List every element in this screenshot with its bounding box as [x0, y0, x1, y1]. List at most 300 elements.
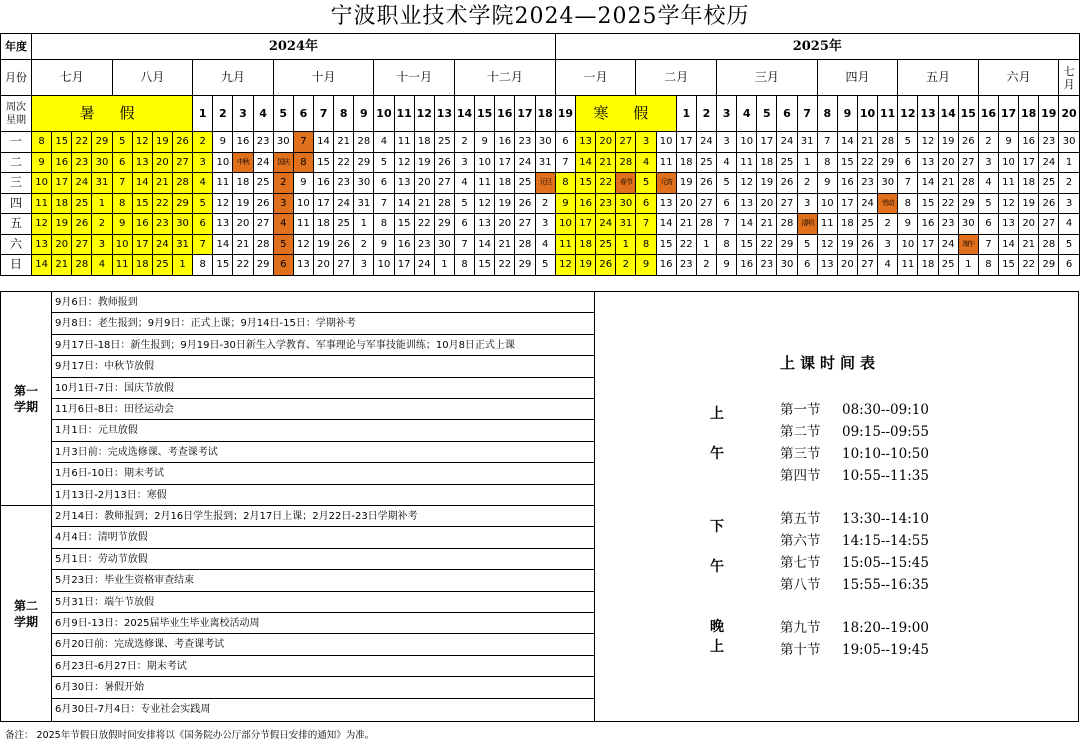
day-cell: 12 — [817, 234, 837, 255]
day-cell: 13 — [817, 255, 837, 276]
day-cell: 1 — [696, 234, 716, 255]
day-cell: 22 — [334, 152, 354, 173]
period-time: 08:30--09:10 — [842, 402, 929, 418]
day-cell: 23 — [938, 214, 958, 235]
period-time: 15:05--15:45 — [842, 555, 929, 571]
day-cell: 清明 — [797, 214, 817, 235]
day-cell: 12 — [132, 132, 152, 153]
term2-event-item: 6月23日-6月27日：期末考试 — [52, 656, 594, 677]
day-cell: 13 — [32, 234, 52, 255]
day-cell: 8 — [193, 255, 213, 276]
day-cell: 4 — [535, 234, 555, 255]
day-cell: 13 — [576, 132, 596, 153]
day-cell: 30 — [92, 152, 112, 173]
day-cell: 24 — [1039, 152, 1059, 173]
day-cell: 29 — [958, 193, 978, 214]
day-cell: 27 — [434, 173, 454, 194]
day-cell: 15 — [394, 214, 414, 235]
day-cell: 18 — [233, 173, 253, 194]
day-cell: 9 — [717, 255, 737, 276]
day-cell: 21 — [938, 173, 958, 194]
period-name: 第五节 — [780, 511, 821, 527]
day-cell: 2 — [535, 193, 555, 214]
day-cell: 7 — [112, 173, 132, 194]
week-number: 5 — [273, 96, 293, 132]
month-9: 三月 — [717, 60, 818, 96]
day-cell: 1 — [958, 255, 978, 276]
day-cell: 11 — [394, 132, 414, 153]
day-cell: 12 — [737, 173, 757, 194]
day-cell: 29 — [92, 132, 112, 153]
month-2: 八月 — [112, 60, 193, 96]
day-cell: 元宵 — [656, 173, 676, 194]
day-cell: 国庆 — [273, 152, 293, 173]
day-cell: 春节 — [616, 173, 636, 194]
day-cell: 8 — [374, 214, 394, 235]
day-cell: 5 — [636, 173, 656, 194]
day-cell: 24 — [152, 234, 172, 255]
day-cell: 3 — [797, 193, 817, 214]
week-number: 8 — [817, 96, 837, 132]
day-cell: 25 — [72, 193, 92, 214]
period-name: 第四节 — [780, 468, 821, 484]
day-cell: 23 — [72, 152, 92, 173]
day-cell: 23 — [414, 234, 434, 255]
day-cell: 10 — [32, 173, 52, 194]
day-cell: 16 — [737, 255, 757, 276]
day-cell: 15 — [475, 255, 495, 276]
day-cell: 2 — [797, 173, 817, 194]
day-cell: 11 — [555, 234, 575, 255]
morning-label: 上 午 — [710, 406, 724, 462]
day-cell: 31 — [535, 152, 555, 173]
day-cell: 6 — [636, 193, 656, 214]
day-cell: 18 — [414, 132, 434, 153]
day-cell: 15 — [213, 255, 233, 276]
day-cell: 1 — [1059, 152, 1079, 173]
day-cell: 19 — [414, 152, 434, 173]
day-cell: 6 — [374, 173, 394, 194]
day-cell: 1 — [616, 234, 636, 255]
day-cell: 8 — [978, 255, 998, 276]
day-cell: 28 — [616, 152, 636, 173]
day-cell: 16 — [1019, 132, 1039, 153]
day-cell: 28 — [172, 173, 192, 194]
day-cell: 25 — [1039, 173, 1059, 194]
day-cell: 14 — [576, 152, 596, 173]
period-time: 09:15--09:55 — [842, 424, 929, 440]
day-cell: 31 — [354, 193, 374, 214]
day-cell: 8 — [112, 193, 132, 214]
day-cell: 19 — [495, 193, 515, 214]
weekday-7: 日 — [1, 255, 32, 276]
day-cell: 28 — [1039, 234, 1059, 255]
day-cell: 28 — [696, 214, 716, 235]
day-cell: 1 — [172, 255, 192, 276]
day-cell: 15 — [998, 255, 1018, 276]
day-cell: 8 — [555, 173, 575, 194]
day-cell: 17 — [576, 214, 596, 235]
day-cell: 2 — [92, 214, 112, 235]
day-cell: 23 — [1039, 132, 1059, 153]
day-cell: 31 — [172, 234, 192, 255]
day-cell: 18 — [757, 152, 777, 173]
day-cell: 18 — [495, 173, 515, 194]
day-cell: 26 — [777, 173, 797, 194]
day-cell: 30 — [434, 234, 454, 255]
day-cell: 22 — [676, 234, 696, 255]
day-cell: 8 — [636, 234, 656, 255]
month-10: 四月 — [817, 60, 898, 96]
day-cell: 2 — [978, 132, 998, 153]
day-cell: 13 — [656, 193, 676, 214]
period-time: 13:30--14:10 — [842, 511, 929, 527]
day-cell: 6 — [1059, 255, 1079, 276]
day-cell: 13 — [132, 152, 152, 173]
term2-event-item: 6月30日：暑假开始 — [52, 677, 594, 698]
day-cell: 20 — [837, 255, 857, 276]
day-cell: 10 — [998, 152, 1018, 173]
day-cell: 9 — [475, 132, 495, 153]
day-cell: 22 — [857, 152, 877, 173]
week-number: 17 — [515, 96, 535, 132]
day-cell: 17 — [1019, 152, 1039, 173]
term2-event-item: 6月30日-7月4日：专业社会实践周 — [55, 703, 211, 715]
week-number: 12 — [414, 96, 434, 132]
day-cell: 18 — [576, 234, 596, 255]
day-cell: 25 — [938, 255, 958, 276]
day-cell: 26 — [596, 255, 616, 276]
day-cell: 8 — [717, 234, 737, 255]
summer-vacation-label: 暑 假 — [32, 96, 193, 132]
day-cell: 19 — [1019, 193, 1039, 214]
day-cell: 9 — [112, 214, 132, 235]
period-row — [780, 639, 929, 661]
day-cell: 11 — [213, 173, 233, 194]
week-number: 5 — [757, 96, 777, 132]
term1-event-item: 9月6日：教师报到 — [52, 292, 594, 313]
day-cell: 19 — [233, 193, 253, 214]
day-cell: 14 — [313, 132, 333, 153]
term2-event-item: 2月14日：教师报到；2月16日学生报到；2月17日上课；2月22日-23日学期补考 — [52, 506, 594, 527]
day-cell: 31 — [616, 214, 636, 235]
term2-block — [0, 505, 595, 722]
month-12: 六月 — [978, 60, 1059, 96]
day-cell: 30 — [354, 173, 374, 194]
week-number: 11 — [394, 96, 414, 132]
week-number: 18 — [1019, 96, 1039, 132]
day-cell: 15 — [918, 193, 938, 214]
weekday-4: 四 — [1, 193, 32, 214]
period-row — [780, 465, 929, 487]
day-cell: 19 — [52, 214, 72, 235]
day-cell: 18 — [1019, 173, 1039, 194]
day-cell: 7 — [978, 234, 998, 255]
day-cell: 11 — [32, 193, 52, 214]
day-cell: 30 — [172, 214, 192, 235]
day-cell: 10 — [817, 193, 837, 214]
day-cell: 1 — [797, 152, 817, 173]
day-cell: 26 — [696, 173, 716, 194]
day-cell: 2 — [454, 132, 474, 153]
day-cell: 7 — [374, 193, 394, 214]
day-cell: 30 — [273, 132, 293, 153]
day-cell: 21 — [52, 255, 72, 276]
day-cell: 元旦 — [535, 173, 555, 194]
period-name: 第二节 — [780, 424, 821, 440]
week-number: 2 — [213, 96, 233, 132]
day-cell: 17 — [313, 193, 333, 214]
day-cell: 18 — [52, 193, 72, 214]
week-number: 1 — [193, 96, 213, 132]
day-cell: 中秋 — [233, 152, 253, 173]
day-cell: 13 — [737, 193, 757, 214]
day-cell: 4 — [636, 152, 656, 173]
week-number: 13 — [434, 96, 454, 132]
day-cell: 3 — [1059, 193, 1079, 214]
day-cell: 16 — [495, 132, 515, 153]
day-cell: 20 — [757, 193, 777, 214]
day-cell: 15 — [52, 132, 72, 153]
day-cell: 16 — [132, 214, 152, 235]
day-cell: 2 — [616, 255, 636, 276]
day-cell: 24 — [696, 132, 716, 153]
day-cell: 29 — [878, 152, 898, 173]
day-cell: 4 — [978, 173, 998, 194]
day-cell: 28 — [777, 214, 797, 235]
day-cell: 16 — [576, 193, 596, 214]
term1-events-list — [52, 292, 594, 505]
class-schedule — [595, 291, 1079, 722]
day-cell: 15 — [737, 234, 757, 255]
day-cell: 15 — [576, 173, 596, 194]
day-cell: 15 — [837, 152, 857, 173]
day-cell: 12 — [555, 255, 575, 276]
week-number: 12 — [898, 96, 918, 132]
month-13: 七月 — [1059, 60, 1079, 96]
week-number: 11 — [878, 96, 898, 132]
day-cell: 2 — [1059, 173, 1079, 194]
day-cell: 10 — [898, 234, 918, 255]
term2-event-item: 6月20日前：完成选修课、考查课考试 — [52, 634, 594, 655]
day-cell: 27 — [253, 214, 273, 235]
day-cell: 14 — [918, 173, 938, 194]
day-cell: 9 — [817, 173, 837, 194]
week-number: 15 — [475, 96, 495, 132]
day-cell: 26 — [1039, 193, 1059, 214]
week-number: 16 — [978, 96, 998, 132]
week-label: 周次 — [6, 101, 26, 113]
week-number: 19 — [555, 96, 575, 132]
period-time: 10:55--11:35 — [842, 468, 929, 484]
day-cell: 17 — [132, 234, 152, 255]
day-cell: 22 — [938, 193, 958, 214]
week-number: 1 — [676, 96, 696, 132]
day-cell: 21 — [414, 193, 434, 214]
day-cell: 26 — [172, 132, 192, 153]
month-4: 十月 — [273, 60, 374, 96]
day-cell: 3 — [978, 152, 998, 173]
day-cell: 2 — [273, 173, 293, 194]
day-cell: 8 — [898, 193, 918, 214]
day-cell: 11 — [737, 152, 757, 173]
day-cell: 9 — [293, 173, 313, 194]
day-cell: 9 — [213, 132, 233, 153]
term2-event-item: 4月4日：清明节放假 — [52, 527, 594, 548]
day-cell: 21 — [1019, 234, 1039, 255]
day-cell: 20 — [495, 214, 515, 235]
day-cell: 10 — [656, 132, 676, 153]
calendar-title: 宁波职业技术学院2024—2025学年校历 — [330, 4, 750, 29]
winter-vacation-label: 寒 假 — [576, 96, 677, 132]
day-cell: 30 — [777, 255, 797, 276]
day-cell: 27 — [777, 193, 797, 214]
day-cell: 8 — [817, 152, 837, 173]
period-name: 第十节 — [780, 642, 821, 658]
day-cell: 4 — [1059, 214, 1079, 235]
weekday-1: 一 — [1, 132, 32, 153]
day-cell: 16 — [918, 214, 938, 235]
day-cell: 2 — [354, 234, 374, 255]
period-name: 第七节 — [780, 555, 821, 571]
day-cell: 5 — [112, 132, 132, 153]
period-row — [780, 421, 929, 443]
term1-label: 第一 学期 — [1, 292, 52, 505]
day-cell: 28 — [354, 132, 374, 153]
day-cell: 22 — [596, 173, 616, 194]
day-cell: 13 — [394, 173, 414, 194]
day-cell: 22 — [414, 214, 434, 235]
day-cell: 10 — [293, 193, 313, 214]
day-cell: 25 — [152, 255, 172, 276]
evening-label: 晚 上 — [710, 619, 724, 655]
day-cell: 17 — [918, 234, 938, 255]
day-cell: 22 — [495, 255, 515, 276]
day-cell: 4 — [454, 173, 474, 194]
day-cell: 11 — [112, 255, 132, 276]
day-cell: 28 — [878, 132, 898, 153]
day-cell: 6 — [454, 214, 474, 235]
month-5: 十一月 — [374, 60, 455, 96]
day-cell: 22 — [72, 132, 92, 153]
week-number: 20 — [1059, 96, 1079, 132]
month-row-label: 月份 — [1, 60, 32, 96]
day-cell: 27 — [857, 255, 877, 276]
day-cell: 6 — [273, 255, 293, 276]
period-row — [780, 399, 929, 421]
day-cell: 9 — [998, 132, 1018, 153]
day-cell: 25 — [253, 173, 273, 194]
day-cell: 端午 — [958, 234, 978, 255]
week-number: 13 — [918, 96, 938, 132]
day-cell: 28 — [72, 255, 92, 276]
day-cell: 15 — [313, 152, 333, 173]
day-cell: 11 — [656, 152, 676, 173]
week-number: 9 — [354, 96, 374, 132]
day-cell: 17 — [52, 173, 72, 194]
day-cell: 8 — [32, 132, 52, 153]
day-cell: 18 — [837, 214, 857, 235]
day-cell: 25 — [515, 173, 535, 194]
day-cell: 14 — [132, 173, 152, 194]
day-cell: 3 — [535, 214, 555, 235]
day-cell: 23 — [152, 214, 172, 235]
day-cell: 28 — [434, 193, 454, 214]
term1-block — [0, 291, 595, 506]
day-cell: 12 — [293, 234, 313, 255]
day-cell: 27 — [334, 255, 354, 276]
schedule-title: 上课时间表 — [780, 354, 881, 372]
period-name: 第九节 — [780, 620, 821, 636]
day-cell: 3 — [636, 132, 656, 153]
day-cell: 10 — [475, 152, 495, 173]
day-cell: 7 — [717, 214, 737, 235]
term1-event-item: 1月1日：元旦放假 — [52, 420, 594, 441]
day-cell: 14 — [837, 132, 857, 153]
day-cell: 30 — [878, 173, 898, 194]
day-cell: 26 — [857, 234, 877, 255]
week-number: 6 — [293, 96, 313, 132]
day-cell: 16 — [656, 255, 676, 276]
period-row — [780, 508, 929, 530]
period-time: 15:55--16:35 — [842, 577, 929, 593]
day-cell: 4 — [273, 214, 293, 235]
day-cell: 21 — [233, 234, 253, 255]
day-cell: 5 — [797, 234, 817, 255]
month-6: 十二月 — [454, 60, 555, 96]
day-cell: 14 — [32, 255, 52, 276]
day-cell: 19 — [313, 234, 333, 255]
day-cell: 21 — [334, 132, 354, 153]
day-cell: 20 — [676, 193, 696, 214]
day-cell: 12 — [32, 214, 52, 235]
day-cell: 5 — [717, 173, 737, 194]
day-cell: 12 — [213, 193, 233, 214]
day-cell: 19 — [676, 173, 696, 194]
day-cell: 22 — [1019, 255, 1039, 276]
day-cell: 21 — [152, 173, 172, 194]
day-cell: 18 — [313, 214, 333, 235]
week-number: 3 — [233, 96, 253, 132]
day-cell: 3 — [273, 193, 293, 214]
day-cell: 3 — [454, 152, 474, 173]
day-cell: 9 — [374, 234, 394, 255]
day-cell: 27 — [515, 214, 535, 235]
period-row — [780, 617, 929, 639]
day-cell: 11 — [998, 173, 1018, 194]
year-2025: 2025年 — [555, 34, 1079, 60]
day-cell: 21 — [676, 214, 696, 235]
period-name: 第六节 — [780, 533, 821, 549]
day-cell: 14 — [394, 193, 414, 214]
day-cell: 12 — [998, 193, 1018, 214]
weekday-5: 五 — [1, 214, 32, 235]
day-cell: 6 — [717, 193, 737, 214]
period-row — [780, 574, 929, 596]
week-number: 8 — [334, 96, 354, 132]
term1-event-item: 9月8日：老生报到；9月9日：正式上课；9月14日-15日：学期补考 — [52, 313, 594, 334]
week-number: 14 — [938, 96, 958, 132]
day-cell: 17 — [837, 193, 857, 214]
period-name: 第八节 — [780, 577, 821, 593]
day-cell: 2 — [696, 255, 716, 276]
day-cell: 24 — [857, 193, 877, 214]
day-cell: 26 — [72, 214, 92, 235]
day-cell: 30 — [958, 214, 978, 235]
day-cell: 23 — [334, 173, 354, 194]
day-cell: 20 — [313, 255, 333, 276]
period-row — [780, 530, 929, 552]
